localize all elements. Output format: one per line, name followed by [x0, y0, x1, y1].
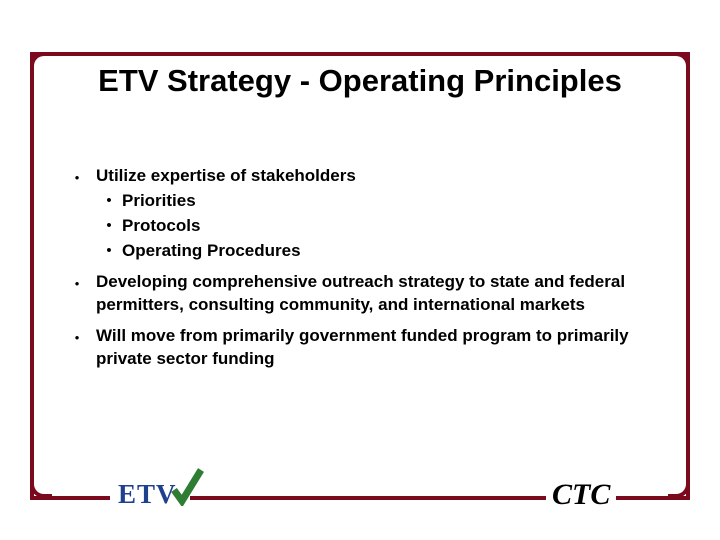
frame-border-bottom-middle [190, 496, 546, 500]
list-item-text: Priorities [122, 190, 196, 210]
slide-title: ETV Strategy - Operating Principles [98, 63, 622, 98]
checkmark-icon [171, 468, 205, 511]
list-item [96, 190, 678, 213]
list-item [58, 271, 678, 317]
bullet-marker-icon: • [74, 275, 80, 291]
bullet-list [58, 165, 678, 373]
sub-bullet-list [96, 190, 678, 263]
list-item [96, 215, 678, 238]
list-item [96, 240, 678, 263]
bullet-marker-icon: • [106, 216, 112, 234]
etv-logo [118, 478, 205, 511]
etv-logo-text: ETV [118, 479, 177, 509]
ctc-logo-text: CTC [552, 478, 611, 511]
frame-border-top [30, 52, 690, 56]
frame-corner-top-left [30, 52, 52, 74]
frame-border-left [30, 52, 34, 498]
list-item-text: Protocols [122, 215, 201, 235]
list-item [58, 165, 678, 188]
list-item-text: Will move from primarily government funded program to primarily private sector funding [96, 325, 629, 368]
list-item-text: Operating Procedures [122, 240, 301, 260]
bullet-marker-icon: • [74, 170, 80, 185]
bullet-marker-icon: • [74, 329, 80, 345]
bullet-marker-icon: • [106, 241, 112, 259]
list-item-text: Utilize expertise of stakeholders [96, 166, 356, 185]
bullet-marker-icon: • [106, 191, 112, 209]
frame-border-right [686, 52, 690, 498]
list-item-text: Developing comprehensive outreach strategy to state and federal permitters, consulting community, and international markets [96, 271, 626, 314]
list-item [58, 325, 678, 371]
